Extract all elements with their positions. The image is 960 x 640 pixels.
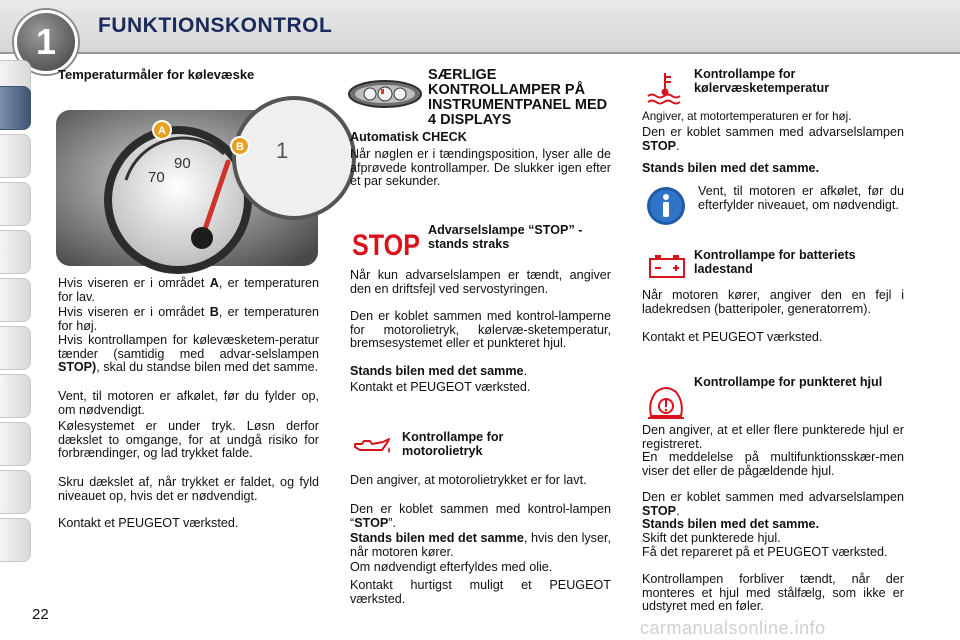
- coolant-temp-heading: Kontrollampe for kølervæsketemperatur: [694, 67, 830, 95]
- side-tab-active[interactable]: [0, 86, 31, 130]
- side-tab[interactable]: [0, 470, 31, 514]
- page-number: 22: [32, 606, 49, 623]
- oil-heading: Kontrollampe for motorolietryk: [402, 430, 504, 458]
- info-icon: [646, 186, 686, 226]
- side-tab[interactable]: [0, 518, 31, 562]
- stop-paragraph-1: Når kun advarselslampen er tændt, angiver den en driftsfejl ved servostyringen.: [350, 268, 611, 296]
- side-tab[interactable]: [0, 422, 31, 466]
- flat-tyre-heading: Kontrollampe for punkteret hjul: [694, 375, 883, 389]
- gauge-label-90: 90: [174, 155, 191, 172]
- gauge-paragraph-wait: Vent, til motoren er afkølet, før du fylder op, om nødvendigt.: [58, 389, 319, 417]
- stop-paragraph-4: Kontakt et PEUGEOT værksted.: [350, 380, 531, 394]
- gauge-label-a: A: [158, 125, 166, 137]
- coolant-gauge-photo: [56, 110, 318, 266]
- chapter-title: FUNKTIONSKONTROL: [98, 14, 333, 37]
- battery-heading: Kontrollampe for batteriets ladestand: [694, 248, 856, 276]
- gauge-label-1: 1: [276, 138, 289, 163]
- coolant-temp-paragraph-1: Angiver, at motortemperaturen er for høj.: [642, 110, 852, 123]
- flat-tyre-paragraph-2: En meddelelse på multifunktionsskær-men viser det eller de pågældende hjul.: [642, 450, 904, 478]
- gauge-paragraph-warning: Hvis kontrollampen for kølevæsketem-peratur tænder (samtidig med advar-selslampen STOP), skal du standse bilen med det samme.: [58, 333, 319, 375]
- oil-paragraph-4: Om nødvendigt efterfyldes med olie.: [350, 560, 553, 574]
- flat-tyre-paragraph-1: Den angiver, at et eller flere punkterede hjul er registreret.: [642, 423, 904, 451]
- oil-paragraph-5: Kontakt hurtigst muligt et PEUGEOT værksted.: [350, 578, 611, 606]
- gauge-paragraph-b: Hvis viseren er i området B, er temperaturen for høj.: [58, 305, 319, 333]
- side-tab-strip: [0, 60, 38, 580]
- side-tab[interactable]: [0, 278, 31, 322]
- flat-tyre-paragraph-5: Skift det punkterede hjul.: [642, 531, 781, 545]
- coolant-temperature-icon: [646, 70, 684, 106]
- stop-heading: Advarselslampe “STOP” - stands straks: [428, 223, 583, 251]
- stop-warning-icon: [352, 228, 420, 262]
- oil-paragraph-2: Den er koblet sammen med kontrol-lampen “STOP”.: [350, 502, 611, 530]
- side-tab[interactable]: [0, 134, 31, 178]
- side-tab[interactable]: [0, 374, 31, 418]
- coolant-temp-paragraph-2: Den er koblet sammen med advarselslampen STOP.: [642, 125, 904, 153]
- stop-paragraph-2: Den er koblet sammen med kontrol-lamperne for motorolietryk, kølervæ-sketemperatur, bremsesystemet eller et punkteret hjul.: [350, 309, 611, 351]
- gauge-paragraph-pressure: Kølesystemet er under tryk. Løsn derfor dækslet to omgange, for at undgå risiko for forbrændinger, og lad trykket falde.: [58, 419, 319, 461]
- watermark: carmanualsonline.info: [640, 618, 826, 638]
- battery-paragraph-2: Kontakt et PEUGEOT værksted.: [642, 330, 823, 344]
- flat-tyre-paragraph-3: Den er koblet sammen med advarselslampen STOP.: [642, 490, 904, 518]
- chapter-number-badge: 1: [14, 10, 78, 74]
- info-note: Vent, til motoren er afkølet, før du efterfylder niveauet, om nødvendigt.: [698, 184, 904, 212]
- flat-tyre-paragraph-4: Stands bilen med det samme.: [642, 517, 820, 531]
- side-tab[interactable]: [0, 230, 31, 274]
- gauge-label-b: B: [236, 141, 244, 153]
- battery-icon: [648, 253, 686, 279]
- side-tab[interactable]: [0, 326, 31, 370]
- auto-check-text: Når nøglen er i tændingsposition, lyser alle de afprøvede kontrollamper. De slukker igen efter et par sekunder.: [350, 147, 611, 189]
- gauge-label-70: 70: [148, 169, 165, 186]
- instrument-panel-icon: [348, 80, 422, 108]
- stop-paragraph-3: Stands bilen med det samme.: [350, 364, 528, 378]
- gauge-paragraph-a: Hvis viseren er i området A, er temperaturen for lav.: [58, 276, 319, 304]
- auto-check-title: Automatisk CHECK: [350, 130, 467, 144]
- coolant-gauge-heading: Temperaturmåler for kølevæske: [58, 67, 255, 82]
- gauge-paragraph-contact: Kontakt et PEUGEOT værksted.: [58, 516, 239, 530]
- battery-paragraph-1: Når motoren kører, angiver den en fejl i ladekredsen (batteripoler, generatorrem).: [642, 288, 904, 316]
- oil-pressure-icon: [352, 436, 392, 458]
- gauge-paragraph-refill: Skru dækslet af, når trykket er faldet, og fyld niveauet op, hvis det er nødvendigt.: [58, 475, 319, 503]
- oil-paragraph-1: Den angiver, at motorolietrykket er for lavt.: [350, 473, 587, 487]
- flat-tyre-paragraph-6: Få det repareret på et PEUGEOT værksted.: [642, 545, 888, 559]
- special-lamps-heading: SÆRLIGE KONTROLLAMPER PÅ INSTRUMENTPANEL MED 4 DISPLAYS: [428, 67, 608, 128]
- stop-icon-text: STOP: [352, 229, 420, 262]
- oil-paragraph-3: Stands bilen med det samme, hvis den lyser, når motoren kører.: [350, 531, 611, 559]
- side-tab[interactable]: [0, 182, 31, 226]
- coolant-temp-paragraph-3: Stands bilen med det samme.: [642, 161, 820, 175]
- flat-tyre-icon: [646, 382, 686, 422]
- flat-tyre-paragraph-7: Kontrollampen forbliver tændt, når der monteres et hjul med stålfælg, som ikke er udstyret med en føler.: [642, 572, 904, 614]
